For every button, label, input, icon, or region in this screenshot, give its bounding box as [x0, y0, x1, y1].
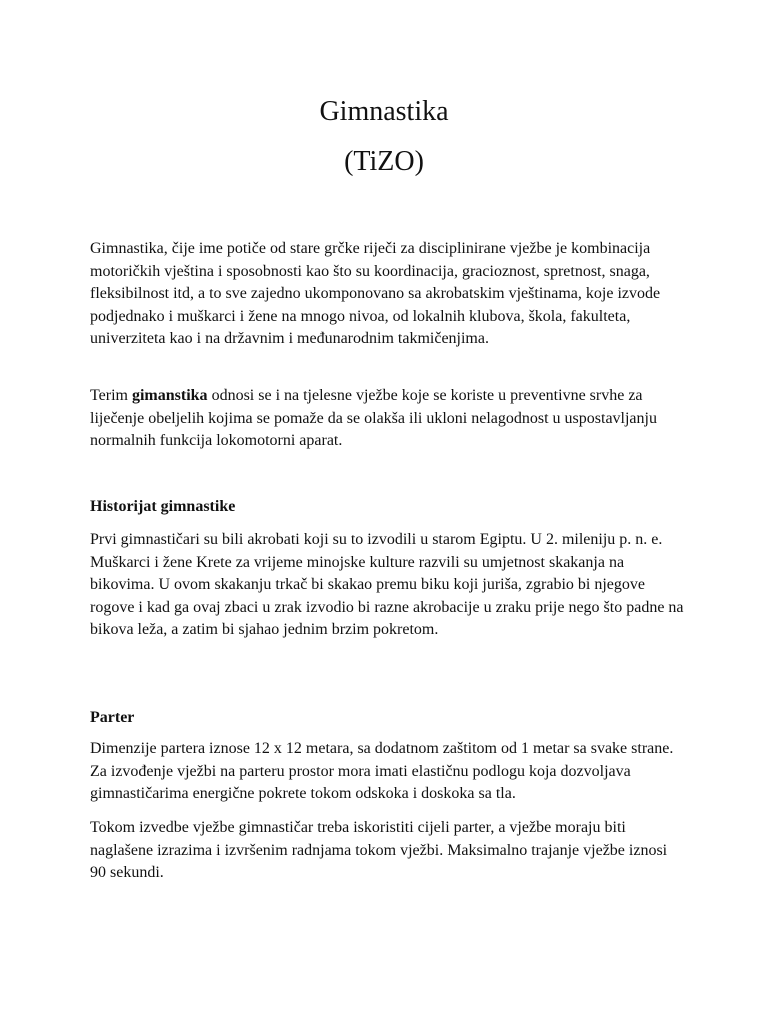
intro-paragraph-2: [90, 385, 686, 453]
history-paragraph: Prvi gimnastičari su bili akrobati koji su to izvodili u starom Egiptu. U 2. mileniju p. n. e. Muškarci i žene Krete za vrijeme minojske kulture razvili su umjetnost skakanja na bikovima. U ovom skakanju trkač bi skakao premu biku koji juriša, zgrabio bi njegove rogove i kad ga ovaj zbaci u zrak izvodio bi razne akrobacije u zraku prije nego što padne na bikova leža, a zatim bi sjahao jednim brzim pokretom.: [90, 531, 684, 638]
intro-paragraph-2-prefix: Terim: [90, 387, 132, 404]
intro-paragraph-2-suffix: odnosi se i na tjelesne vježbe koje se koriste u preventivne srvhe za liječenje obeljelih kojima se pomaže da se olakša ili ukloni nelagodnost u uspostavljanju normalnih funkcija lokomotorni aparat.: [90, 387, 657, 449]
history-heading: Historijat gimnastike: [90, 498, 236, 515]
parter-paragraph-2: Tokom izvedbe vježbe gimnastičar treba iskoristiti cijeli parter, a vježbe moraju biti naglašene izrazima i izvršenim radnjama tokom vježbi. Maksimalno trajanje vježbe iznosi 90 sekundi.: [90, 819, 668, 881]
document-subtitle: (TiZO): [344, 146, 424, 177]
intro-paragraph-2-bold-term: gimanstika: [131, 387, 208, 404]
document-title: Gimnastika: [319, 96, 449, 127]
parter-paragraph-1: Dimenzije partera iznose 12 x 12 metara, sa dodatnom zaštitom od 1 metar sa svake strane. Za izvođenje vježbi na parteru prostor mora imati elastičnu podlogu koja dozvoljava gimnastičarima energične pokrete tokom odskoka i doskoka sa tla.: [90, 740, 674, 802]
parter-heading: Parter: [90, 709, 135, 726]
intro-paragraph-1: Gimnastika, čije ime potiče od stare grčke riječi za disciplinirane vježbe je kombinacija motoričkih vještina i sposobnosti kao što su koordinacija, gracioznost, spretnost, snaga, fleksibilnost itd, a to sve zajedno ukomponovano sa akrobatskim vještinama, koje izvode podjednako i muškarci i žene na mnogo nivoa, od lokalnih klubova, škola, fakulteta, univerziteta kao i na državnim i međunarodnim takmičenjima.: [90, 240, 661, 347]
